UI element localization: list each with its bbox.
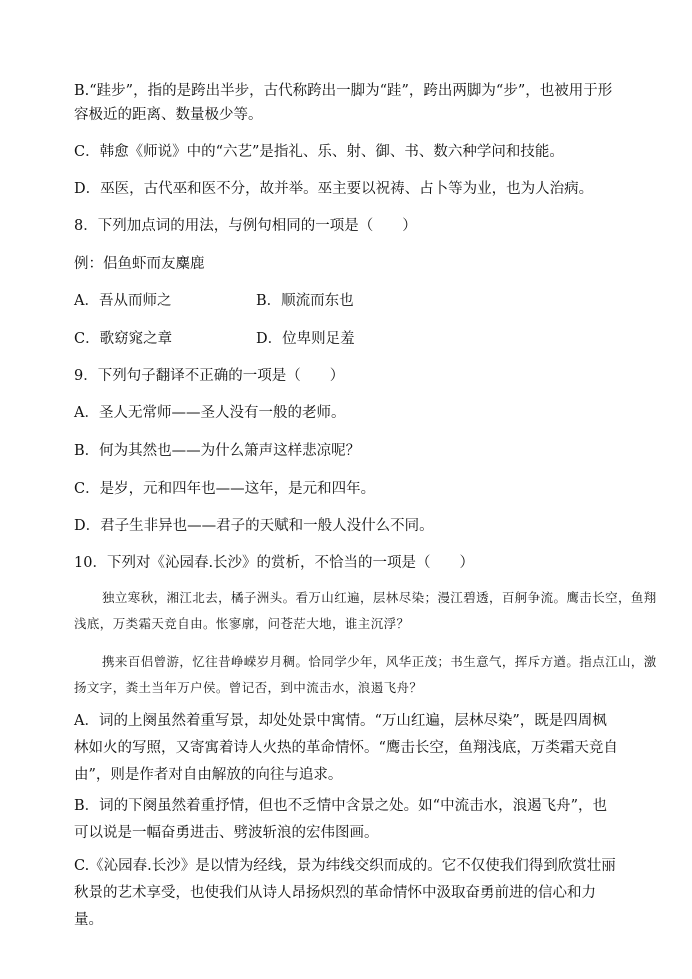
q10-poem-stanza-2: 携来百侣曾游，忆往昔峥嵘岁月稠。恰同学少年，风华正茂；书生意气，挥斥方遒。指点江山，激扬文字，粪土当年万户侯。曾记否，到中流击水，浪遏飞舟？ — [74, 654, 657, 695]
q10-option-a: A．词的上阕虽然着重写景，却处处景中寓情。“万山红遍，层林尽染”，既是四周枫林如火的写照，又寄寓着诗人火热的革命情怀。“鹰击长空，鱼翔浅底，万类霜天竞自由”，则是作者对自由解放的向往与追求。 — [74, 713, 618, 783]
q7-option-d: D．巫医，古代巫和医不分，故并举。巫主要以祝祷、占卜等为业，也为人治病。 — [74, 181, 594, 197]
q10-poem-stanza-1: 独立寒秋，湘江北去，橘子洲头。看万山红遍，层林尽染；漫江碧透，百舸争流。鹰击长空，鱼翔浅底，万类霜天竞自由。怅寥廓，问苍茫大地，谁主沉浮？ — [74, 590, 657, 631]
q8-example: 例：侣鱼虾而友麋鹿 — [74, 256, 205, 272]
q9-option-b: B．何为其然也——为什么箫声这样悲凉呢？ — [74, 443, 361, 459]
q10-stem: 10．下列对《沁园春.长沙》的赏析，不恰当的一项是（ ） — [74, 555, 475, 571]
q8-option-b: B．顺流而东也 — [256, 293, 354, 309]
q10-option-b: B．词的下阕虽然着重抒情，但也不乏情中含景之处。如“中流击水，浪遏飞舟”，也可以说是一幅奋勇进击、劈波斩浪的宏伟图画。 — [74, 798, 607, 841]
q8-option-d: D．位卑则足羞 — [256, 331, 355, 347]
q7-option-b-line-1: B.“跬步”，指的是跨出半步，古代称跨出一脚为“跬”，跨出两脚为“步”，也被用于形 — [74, 83, 613, 99]
q8-stem: 8．下列加点词的用法，与例句相同的一项是（ ） — [74, 218, 417, 234]
q7-option-b-line-2: 容极近的距离、数量极少等。 — [74, 107, 263, 123]
q8-option-c: C．歌窈窕之章 — [74, 331, 173, 347]
q9-option-a: A．圣人无常师——圣人没有一般的老师。 — [74, 405, 346, 421]
q8-option-a: A．吾从而师之 — [74, 293, 172, 309]
q10-option-c: C.《沁园春.长沙》是以情为经线，景为纬线交织而成的。它不仅使我们得到欣赏壮丽秋景的艺术享受，也使我们从诗人昂扬炽烈的革命情怀中汲取奋勇前进的信心和力量。 — [74, 858, 616, 928]
q9-option-d: D．君子生非异也——君子的天赋和一般人没什么不同。 — [74, 518, 434, 534]
q9-option-c: C．是岁，元和四年也——这年，是元和四年。 — [74, 481, 376, 497]
q7-option-c: C．韩愈《师说》中的“六艺”是指礼、乐、射、御、书、数六种学问和技能。 — [74, 144, 564, 160]
q9-stem: 9．下列句子翻译不正确的一项是（ ） — [74, 368, 345, 384]
